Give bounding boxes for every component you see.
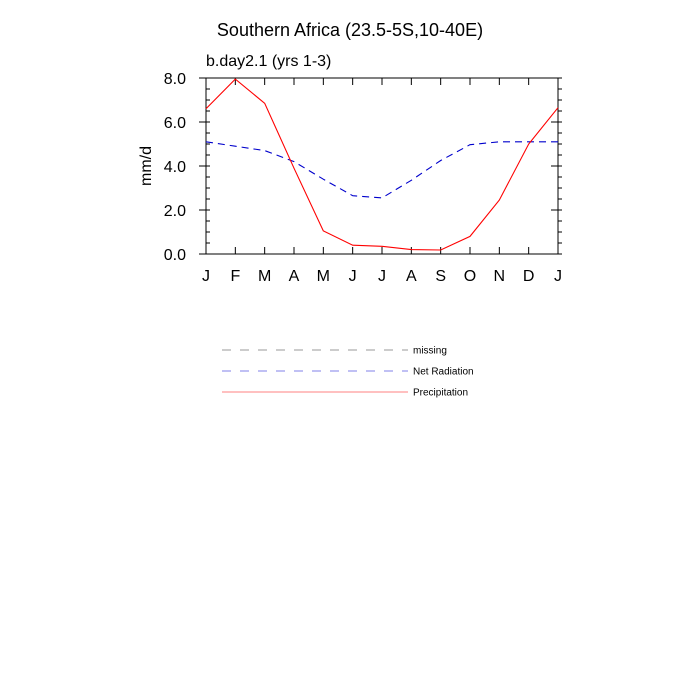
y-tick-label: 0.0 (163, 247, 186, 264)
x-tick-labels (202, 268, 562, 285)
legend (222, 346, 474, 399)
y-tick-labels (164, 71, 186, 264)
x-tick-label: S (435, 268, 447, 285)
legend-label: missing (413, 345, 447, 357)
x-tick-label: A (405, 268, 417, 285)
x-tick-label: F (230, 268, 241, 285)
chart-title: Southern Africa (23.5-5S,10-40E) (216, 20, 484, 40)
legend-label: Net Radiation (413, 366, 474, 378)
x-tick-label: N (493, 268, 506, 285)
x-tick-label: A (288, 268, 300, 285)
x-tick-label: D (522, 268, 535, 285)
x-tick-label: J (378, 268, 386, 285)
series-line-precipitation (206, 79, 558, 250)
y-tick-label: 8.0 (163, 71, 186, 88)
x-tick-label: M (258, 268, 272, 285)
legend-label: Precipitation (413, 387, 469, 399)
y-tick-label: 6.0 (163, 115, 186, 132)
y-tick-label: 4.0 (163, 159, 186, 176)
plot-frame (206, 78, 558, 254)
chart-subtitle: b.day2.1 (yrs 1-3) (206, 53, 332, 70)
x-tick-label: M (316, 268, 330, 285)
x-tick-label: J (554, 268, 562, 285)
x-tick-label: J (202, 268, 210, 285)
x-tick-label: J (348, 268, 357, 285)
x-tick-label: O (463, 268, 477, 285)
series-group (206, 79, 558, 250)
y-tick-label: 2.0 (163, 203, 186, 220)
y-axis-label: mm/d (138, 146, 155, 186)
axis-ticks (199, 78, 562, 254)
